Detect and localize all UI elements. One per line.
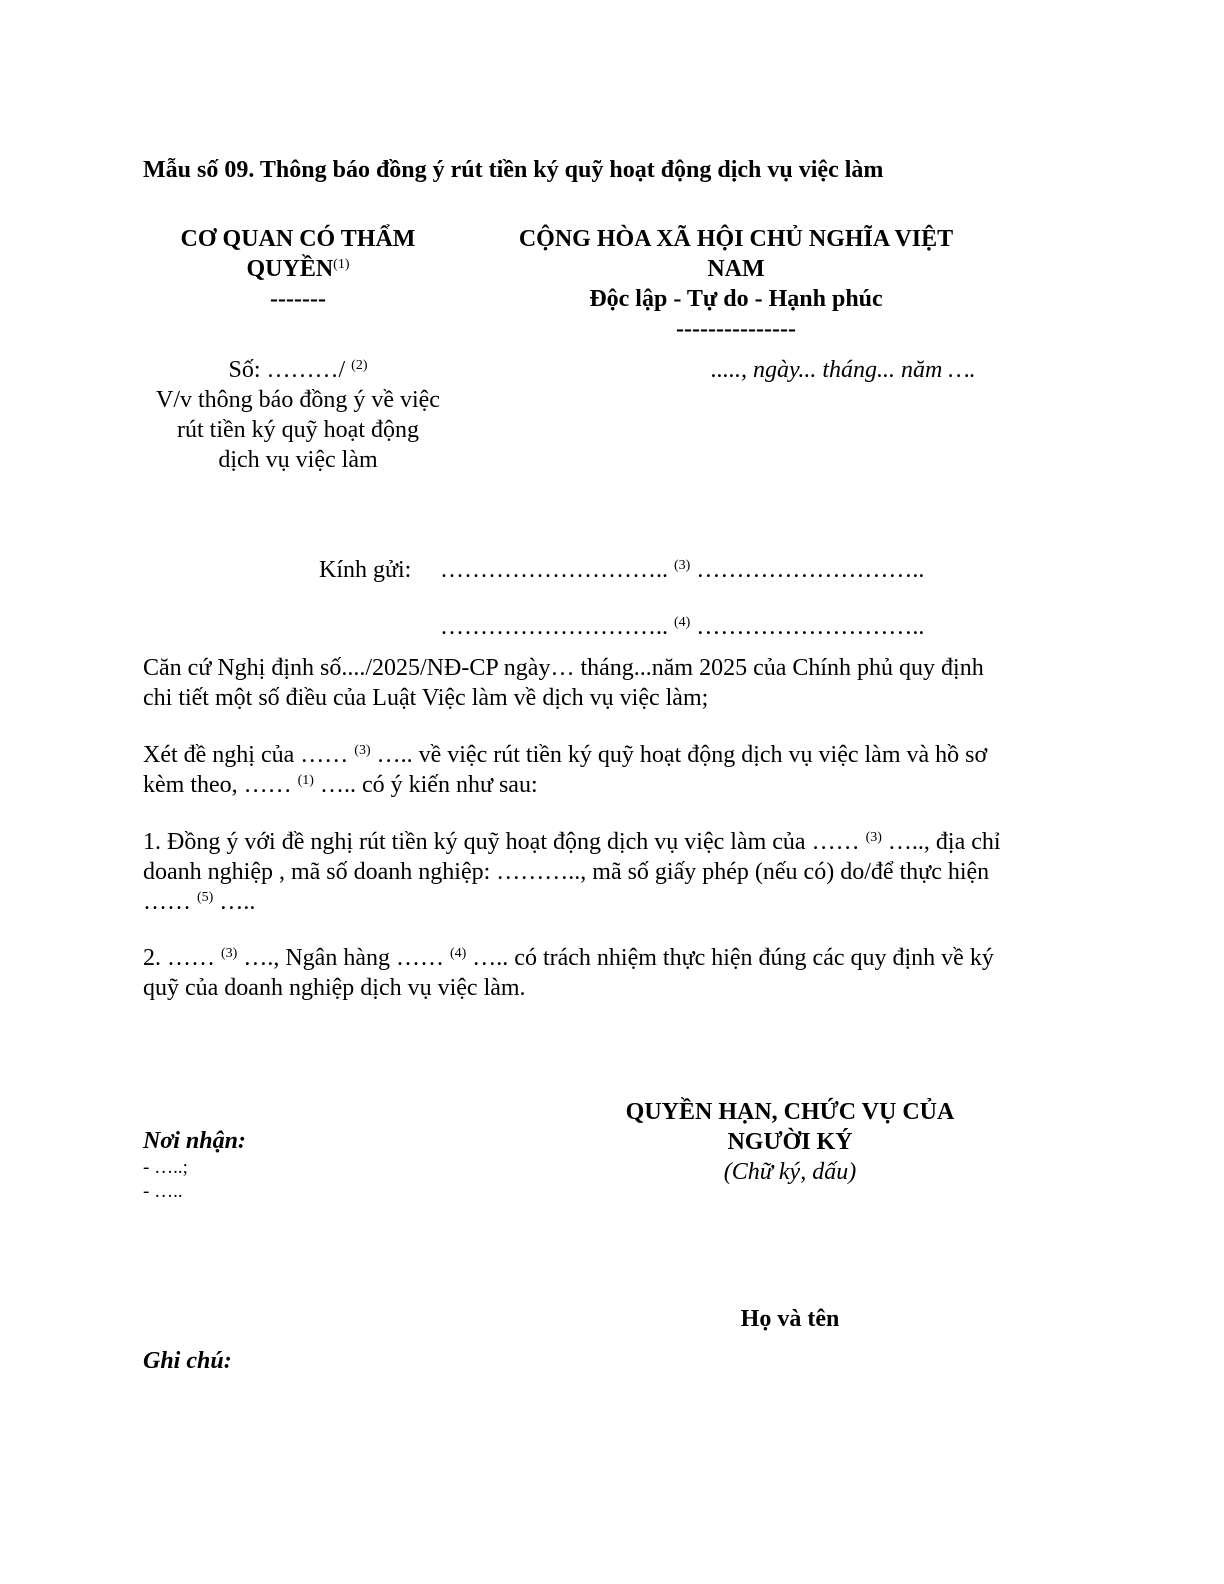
document-number: Số: ………/ $^{(2)}$ — [228, 357, 368, 383]
number-footnote-marker: (2) — [351, 358, 368, 373]
distribution-block — [143, 1126, 246, 1204]
signature-block — [590, 1097, 990, 1187]
item2-footnote-4: (4) — [449, 946, 467, 961]
agency-name-line1: CƠ QUAN CÓ THẨM — [180, 226, 416, 252]
issuing-agency-block — [143, 224, 453, 314]
distribution-item-1: - …..; — [143, 1157, 188, 1178]
reference-block — [143, 355, 453, 475]
national-motto: Độc lập - Tự do - Hạnh phúc — [589, 286, 883, 312]
consider-footnote-3: (3) — [354, 743, 371, 758]
motto-divider: --------------- — [676, 316, 796, 342]
recipient-line-1: ……………………….. $^{(3)}$ ……………………….. — [440, 557, 925, 583]
item1-footnote-5: (5) — [197, 890, 214, 905]
distribution-label: Nơi nhận: — [143, 1128, 246, 1154]
notes-label: Ghi chú: — [143, 1348, 232, 1374]
item1-footnote-3: (3) — [865, 830, 882, 845]
agency-divider: ------- — [270, 286, 326, 312]
item-2-paragraph: 2. …… $^{(3)}$ …., Ngân hàng …… $^{(4)}$ ….. có trách nhiệm thực hiện đúng các quy định về ký quỹ của doanh nghiệp dịch vụ việc làm. — [143, 945, 994, 1001]
subject-line3: dịch vụ việc làm — [218, 447, 378, 473]
signature-instruction: (Chữ ký, dấu) — [723, 1159, 857, 1185]
national-title-line2: NAM — [707, 256, 765, 282]
signer-title-line1: QUYỀN HẠN, CHỨC VỤ CỦA — [625, 1099, 955, 1125]
item-1-paragraph: 1. Đồng ý với đề nghị rút tiền ký quỹ hoạt động dịch vụ việc làm của …… $^{(3)}$ ….., địa chỉ doanh nghiệp , mã số doanh nghiệp: ……….., mã số giấy phép (nếu có) do/để thực hiện …… $^{(5)}$ ….. — [143, 829, 1001, 915]
national-title-block — [480, 224, 992, 344]
recipient-footnote-3: (3) — [674, 558, 691, 573]
agency-name-line2: QUYỀN$^{(1)}$ — [246, 256, 350, 282]
recipient-line-2: ……………………….. $^{(4)}$ ……………………….. — [440, 614, 925, 640]
agency-footnote-marker: (1) — [333, 257, 350, 272]
consider-footnote-1: (1) — [297, 773, 314, 788]
recipient-label: Kính gửi: — [319, 557, 412, 583]
item2-footnote-3: (3) — [221, 946, 238, 961]
signer-name-label: Họ và tên — [740, 1306, 840, 1332]
signer-title-line2: NGƯỜI KÝ — [727, 1129, 853, 1155]
place-and-date: ....., ngày... tháng... năm …. — [711, 357, 976, 383]
consideration-paragraph: Xét đề nghị của …… $^{(3)}$ ….. về việc rút tiền ký quỹ hoạt động dịch vụ việc làm và hồ sơ kèm theo, …… $^{(1)}$ ….. có ý kiến như sau: — [143, 742, 988, 798]
distribution-item-2: - ….. — [143, 1181, 183, 1202]
subject-line1: V/v thông báo đồng ý về việc — [156, 387, 440, 413]
legal-basis-paragraph: Căn cứ Nghị định số..../2025/NĐ-CP ngày… tháng...năm 2025 của Chính phủ quy định chi tiết một số điều của Luật Việc làm về dịch vụ việc làm; — [143, 655, 984, 711]
subject-line2: rút tiền ký quỹ hoạt động — [177, 417, 419, 443]
recipient-footnote-4: (4) — [674, 615, 691, 630]
document-title: Mẫu số 09. Thông báo đồng ý rút tiền ký quỹ hoạt động dịch vụ việc làm — [143, 157, 884, 183]
national-title-line1: CỘNG HÒA XÃ HỘI CHỦ NGHĨA VIỆT — [518, 226, 954, 252]
